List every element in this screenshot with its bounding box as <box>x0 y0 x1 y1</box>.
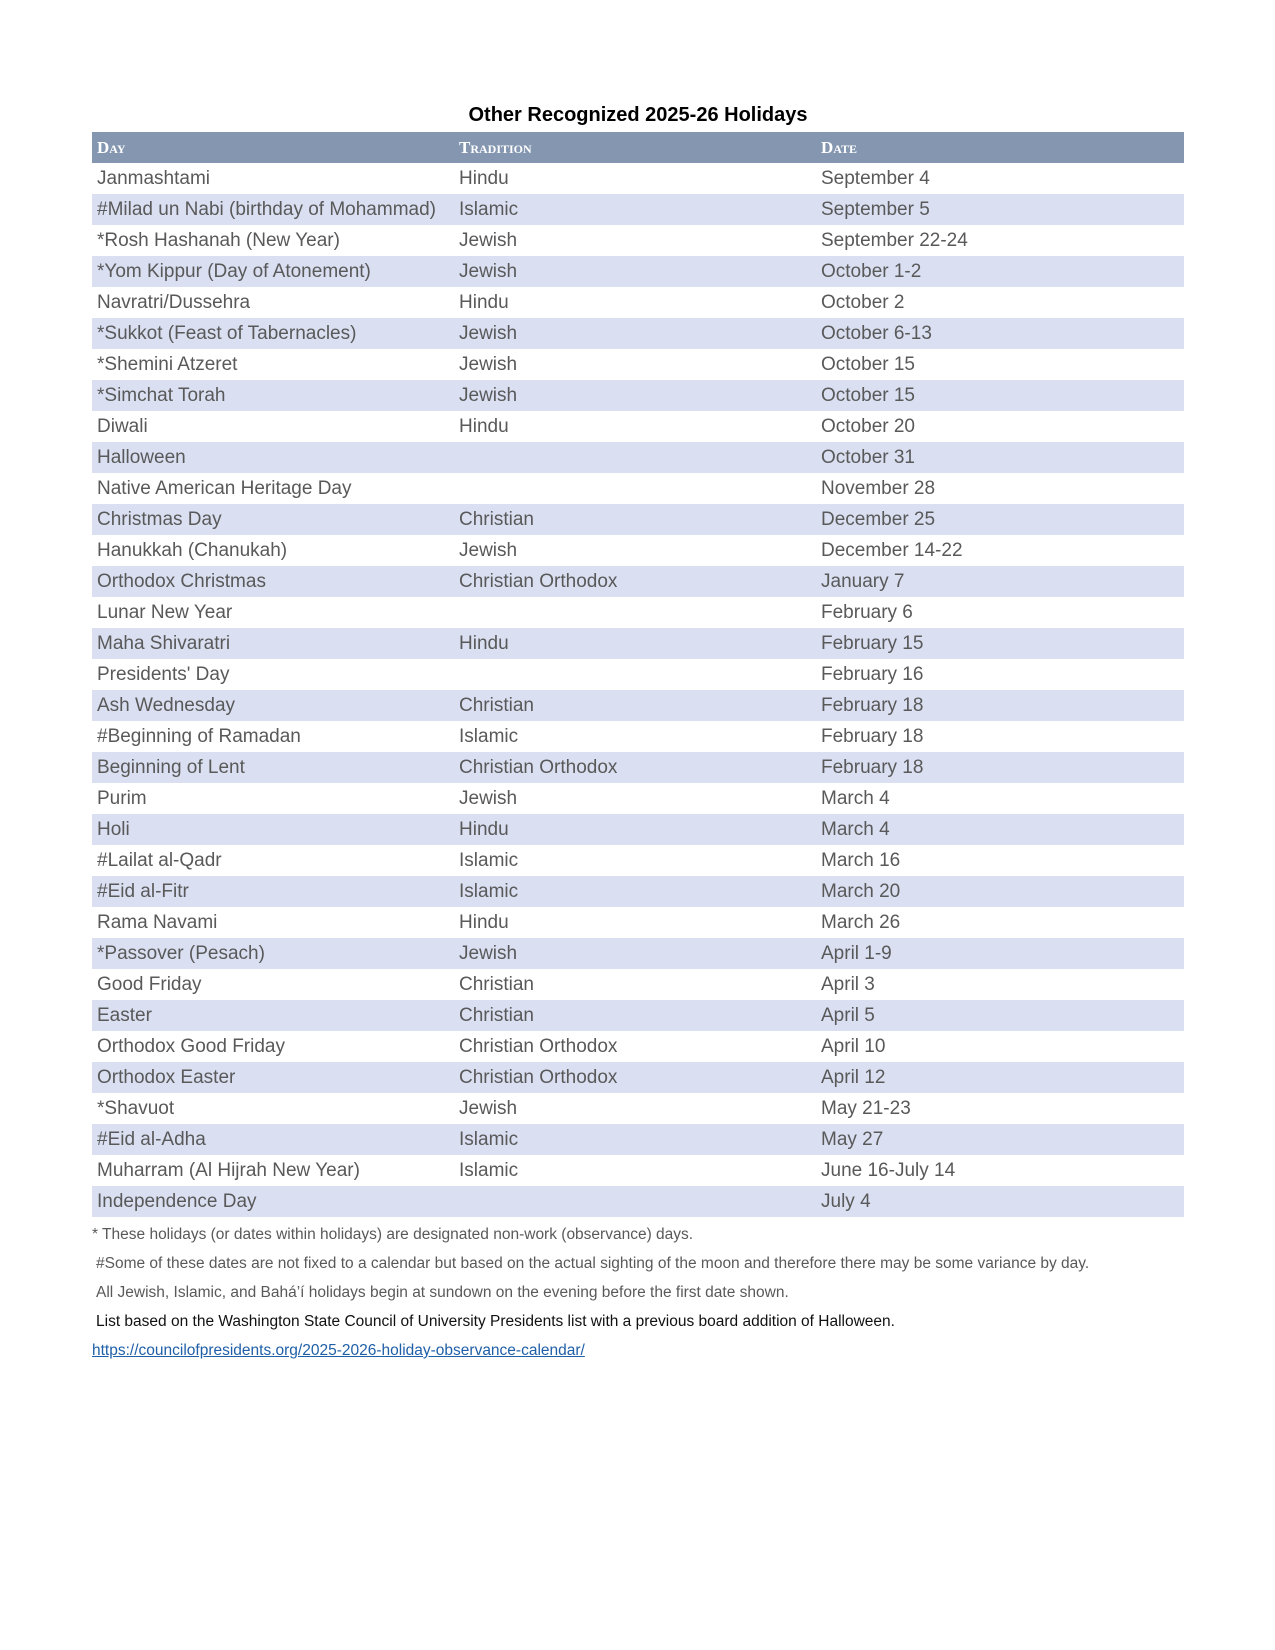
cell-date: November 28 <box>816 473 1184 504</box>
table-row <box>92 597 1184 628</box>
source-note: List based on the Washington State Council of University Presidents list with a previous board addition of Halloween. <box>96 1313 895 1330</box>
table-row <box>92 659 1184 690</box>
cell-day: Presidents' Day <box>92 659 454 690</box>
cell-tradition: Islamic <box>454 845 816 876</box>
cell-tradition: Hindu <box>454 411 816 442</box>
cell-date: December 14-22 <box>816 535 1184 566</box>
sundown-note: All Jewish, Islamic, and Bahá’í holidays begin at sundown on the evening before the first date shown. <box>96 1284 789 1301</box>
table-row <box>92 411 1184 442</box>
table-row <box>92 1000 1184 1031</box>
cell-day: #Beginning of Ramadan <box>92 721 454 752</box>
cell-tradition: Hindu <box>454 287 816 318</box>
cell-day: Independence Day <box>92 1186 454 1217</box>
table-row <box>92 349 1184 380</box>
cell-date: April 1-9 <box>816 938 1184 969</box>
cell-day: Halloween <box>92 442 454 473</box>
cell-day: Maha Shivaratri <box>92 628 454 659</box>
table-row <box>92 814 1184 845</box>
table-row <box>92 287 1184 318</box>
cell-day: Orthodox Good Friday <box>92 1031 454 1062</box>
cell-day: *Simchat Torah <box>92 380 454 411</box>
cell-tradition: Jewish <box>454 349 816 380</box>
cell-tradition: Islamic <box>454 194 816 225</box>
table-row <box>92 752 1184 783</box>
table-row <box>92 907 1184 938</box>
table-row <box>92 969 1184 1000</box>
cell-tradition: Jewish <box>454 225 816 256</box>
cell-tradition: Christian <box>454 690 816 721</box>
cell-date: October 15 <box>816 380 1184 411</box>
cell-day: Easter <box>92 1000 454 1031</box>
cell-day: Muharram (Al Hijrah New Year) <box>92 1155 454 1186</box>
cell-day: *Sukkot (Feast of Tabernacles) <box>92 318 454 349</box>
cell-tradition: Christian Orthodox <box>454 1031 816 1062</box>
table-row <box>92 256 1184 287</box>
cell-day: Orthodox Easter <box>92 1062 454 1093</box>
cell-day: *Shavuot <box>92 1093 454 1124</box>
cell-tradition: Christian <box>454 504 816 535</box>
cell-tradition: Hindu <box>454 907 816 938</box>
table-row <box>92 628 1184 659</box>
cell-date: October 20 <box>816 411 1184 442</box>
table-row <box>92 1093 1184 1124</box>
cell-date: March 4 <box>816 814 1184 845</box>
table-row <box>92 194 1184 225</box>
cell-date: October 6-13 <box>816 318 1184 349</box>
table-row <box>92 225 1184 256</box>
cell-tradition <box>454 1186 816 1217</box>
cell-day: Diwali <box>92 411 454 442</box>
cell-tradition: Islamic <box>454 721 816 752</box>
moon-sighting-note: #Some of these dates are not fixed to a calendar but based on the actual sighting of the moon and therefore there may be some variance by day. <box>96 1255 1090 1272</box>
cell-date: June 16-July 14 <box>816 1155 1184 1186</box>
cell-tradition: Jewish <box>454 1093 816 1124</box>
document-page <box>92 100 1184 1360</box>
cell-day: Beginning of Lent <box>92 752 454 783</box>
cell-tradition: Hindu <box>454 163 816 194</box>
cell-date: September 4 <box>816 163 1184 194</box>
table-row <box>92 1031 1184 1062</box>
cell-tradition: Hindu <box>454 814 816 845</box>
cell-date: March 16 <box>816 845 1184 876</box>
cell-day: Orthodox Christmas <box>92 566 454 597</box>
column-header-tradition: Tradition <box>454 132 816 163</box>
holiday-table <box>92 132 1184 1217</box>
table-body <box>92 163 1184 1217</box>
footnotes <box>92 1225 1184 1360</box>
cell-day: Hanukkah (Chanukah) <box>92 535 454 566</box>
cell-day: Purim <box>92 783 454 814</box>
cell-tradition: Islamic <box>454 1155 816 1186</box>
cell-tradition: Jewish <box>454 256 816 287</box>
cell-day: Native American Heritage Day <box>92 473 454 504</box>
cell-date: February 15 <box>816 628 1184 659</box>
cell-tradition: Islamic <box>454 876 816 907</box>
table-row <box>92 1062 1184 1093</box>
cell-date: December 25 <box>816 504 1184 535</box>
cell-date: February 18 <box>816 721 1184 752</box>
cell-tradition: Jewish <box>454 380 816 411</box>
cell-day: Ash Wednesday <box>92 690 454 721</box>
page-title: Other Recognized 2025-26 Holidays <box>468 104 808 126</box>
table-row <box>92 318 1184 349</box>
cell-tradition <box>454 442 816 473</box>
table-row <box>92 938 1184 969</box>
cell-day: #Lailat al-Qadr <box>92 845 454 876</box>
source-link[interactable]: https://councilofpresidents.org/2025-2026-holiday-observance-calendar/ <box>92 1342 585 1359</box>
cell-date: March 26 <box>816 907 1184 938</box>
cell-date: October 31 <box>816 442 1184 473</box>
cell-date: April 5 <box>816 1000 1184 1031</box>
table-row <box>92 1186 1184 1217</box>
table-row <box>92 690 1184 721</box>
cell-date: October 15 <box>816 349 1184 380</box>
observance-note: * These holidays (or dates within holidays) are designated non-work (observance) days. <box>92 1226 694 1243</box>
cell-date: February 18 <box>816 690 1184 721</box>
table-row <box>92 876 1184 907</box>
cell-date: October 2 <box>816 287 1184 318</box>
cell-day: *Rosh Hashanah (New Year) <box>92 225 454 256</box>
cell-date: February 6 <box>816 597 1184 628</box>
cell-tradition: Jewish <box>454 318 816 349</box>
cell-date: September 22-24 <box>816 225 1184 256</box>
table-row <box>92 380 1184 411</box>
cell-date: March 4 <box>816 783 1184 814</box>
cell-date: May 21-23 <box>816 1093 1184 1124</box>
table-row <box>92 1124 1184 1155</box>
cell-tradition: Jewish <box>454 938 816 969</box>
table-row <box>92 845 1184 876</box>
cell-tradition: Christian Orthodox <box>454 752 816 783</box>
cell-date: April 10 <box>816 1031 1184 1062</box>
cell-day: *Passover (Pesach) <box>92 938 454 969</box>
table-row <box>92 1155 1184 1186</box>
cell-day: #Eid al-Fitr <box>92 876 454 907</box>
cell-tradition <box>454 659 816 690</box>
cell-day: Navratri/Dussehra <box>92 287 454 318</box>
table-row <box>92 566 1184 597</box>
cell-date: April 12 <box>816 1062 1184 1093</box>
table-row <box>92 442 1184 473</box>
cell-date: February 18 <box>816 752 1184 783</box>
cell-tradition: Christian Orthodox <box>454 566 816 597</box>
cell-tradition: Hindu <box>454 628 816 659</box>
cell-day: *Shemini Atzeret <box>92 349 454 380</box>
column-header-date: Date <box>816 132 1184 163</box>
cell-tradition <box>454 473 816 504</box>
cell-tradition <box>454 597 816 628</box>
cell-day: Good Friday <box>92 969 454 1000</box>
cell-date: October 1-2 <box>816 256 1184 287</box>
cell-day: Christmas Day <box>92 504 454 535</box>
table-row <box>92 163 1184 194</box>
table-row <box>92 721 1184 752</box>
cell-date: January 7 <box>816 566 1184 597</box>
table-header-row <box>92 132 1184 163</box>
cell-day: Rama Navami <box>92 907 454 938</box>
table-row <box>92 504 1184 535</box>
cell-day: #Milad un Nabi (birthday of Mohammad) <box>92 194 454 225</box>
table-row <box>92 535 1184 566</box>
cell-date: July 4 <box>816 1186 1184 1217</box>
cell-day: Holi <box>92 814 454 845</box>
table-row <box>92 473 1184 504</box>
table-row <box>92 783 1184 814</box>
cell-date: February 16 <box>816 659 1184 690</box>
cell-day: *Yom Kippur (Day of Atonement) <box>92 256 454 287</box>
column-header-day: Day <box>92 132 454 163</box>
cell-day: #Eid al-Adha <box>92 1124 454 1155</box>
cell-tradition: Islamic <box>454 1124 816 1155</box>
cell-tradition: Christian <box>454 1000 816 1031</box>
cell-day: Lunar New Year <box>92 597 454 628</box>
cell-date: March 20 <box>816 876 1184 907</box>
cell-day: Janmashtami <box>92 163 454 194</box>
cell-date: September 5 <box>816 194 1184 225</box>
cell-tradition: Christian <box>454 969 816 1000</box>
cell-date: May 27 <box>816 1124 1184 1155</box>
cell-date: April 3 <box>816 969 1184 1000</box>
cell-tradition: Christian Orthodox <box>454 1062 816 1093</box>
cell-tradition: Jewish <box>454 783 816 814</box>
cell-tradition: Jewish <box>454 535 816 566</box>
